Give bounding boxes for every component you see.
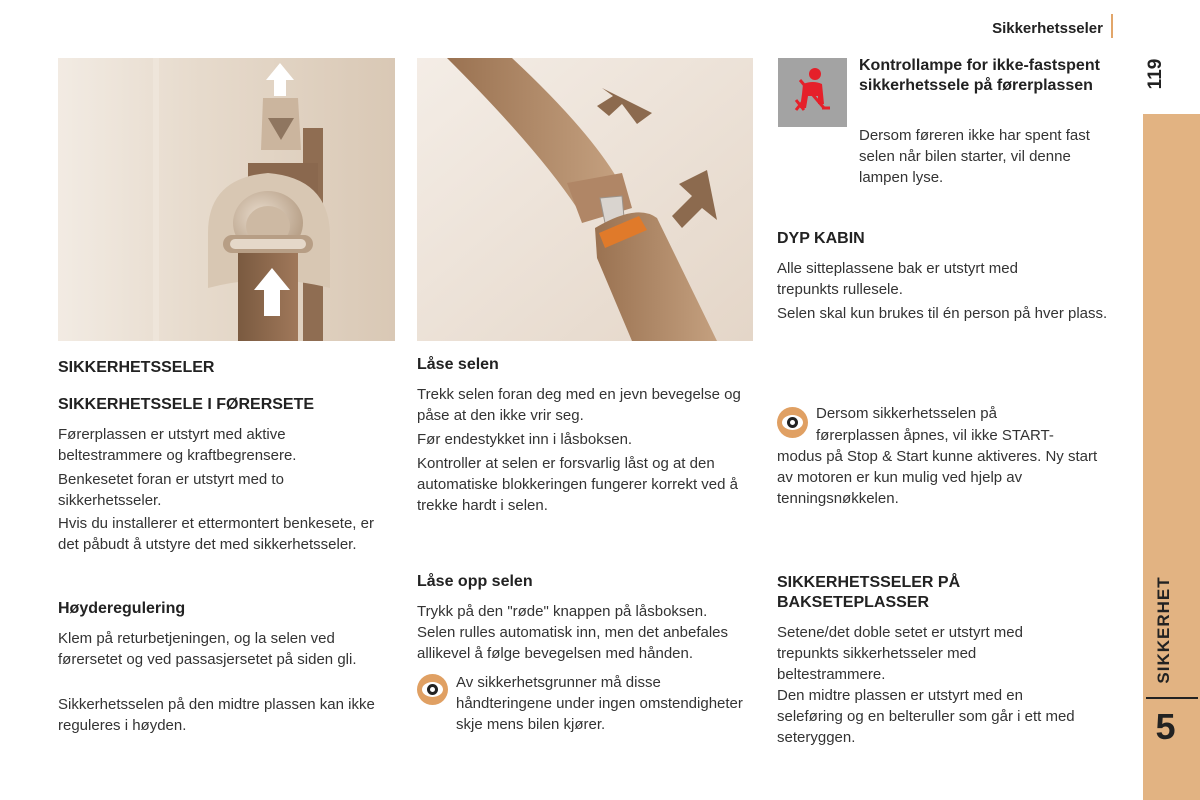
note-safety-while-driving: Av sikkerhetsgrunner må disse håndteringene under ingen omstendigheter skje mens bilen kjører. (456, 674, 743, 733)
seatbelt-warning-lamp-icon (778, 58, 847, 127)
lamp-heading: Kontrollampe for ikke-fastspent sikkerhetssele på førerplassen (859, 57, 1100, 94)
section-heading-height-adjust: Høyderegulering (58, 600, 186, 617)
section-heading-fasten: Låse selen (417, 356, 499, 373)
section-heading-unfasten: Låse opp selen (417, 573, 533, 590)
paragraph-deep-cab-seats: Alle sitteplassene bak er utstyrt med trepunkts rullesele. (777, 260, 1018, 298)
paragraph-bench-seat: Benkesetet foran er utstyrt med to sikkerhetsseler. (58, 471, 284, 509)
belt-fasten-illustration (417, 58, 753, 341)
section-heading-rear-seatbelts: SIKKERHETSSELER PÅ BAKSETEPLASSER (777, 574, 961, 611)
note-stop-start-line1: Dersom sikkerhetsselen på (816, 405, 997, 422)
running-header: Sikkerhetsseler (992, 20, 1103, 37)
height-adjust-buckle-illustration (58, 58, 395, 341)
note-stop-start-line2: førerplassen åpnes, vil ikke START- (816, 427, 1054, 444)
paragraph-fasten-check: Kontroller at selen er forsvarlig låst og at den automatiske blokkeringen fungerer korrekt ved å trekke hardt i selen. (417, 455, 739, 514)
paragraph-unfasten-red: Trykk på den "røde" knappen på låsboksen. (417, 603, 708, 620)
eye-icon (417, 674, 448, 705)
chapter-tab-divider (1146, 697, 1198, 699)
paragraph-deep-cab-one-person: Selen skal kun brukes til én person på hver plass. (777, 305, 1108, 322)
paragraph-middle-seat: Sikkerhetsselen på den midtre plassen kan ikke reguleres i høyden. (58, 696, 375, 734)
paragraph-height-adjust: Klem på returbetjeningen, og la selen ved førersetet og ved passasjersetet på siden gli. (58, 630, 357, 668)
section-heading-deep-cab: DYP KABIN (777, 230, 865, 247)
paragraph-aftermarket-bench: Hvis du installerer et ettermontert benkesete, er det påbudt å utstyre det med sikkerhetsseler. (58, 515, 374, 553)
paragraph-fasten-insert: Før endestykket inn i låsboksen. (417, 431, 633, 448)
header-divider (1111, 14, 1113, 38)
chapter-tab-label: SIKKERHET (1154, 576, 1173, 684)
section-heading-seatbelts: SIKKERHETSSELER (58, 359, 215, 376)
paragraph-fasten-pull: Trekk selen foran deg med en jevn bevegelse og påse at den ikke vrir seg. (417, 386, 741, 424)
section-heading-driver-seatbelt: SIKKERHETSSELE I FØRERSETE (58, 396, 315, 413)
paragraph-rear-middle-seat: Den midtre plassen er utstyrt med en seleføring og en belteruller som går i ett med seteryggen. (777, 687, 1075, 746)
paragraph-unfasten-retract: Selen rulles automatisk inn, men det anbefales allikevel å følge bevegelsen med hånden. (417, 624, 729, 662)
chapter-number: 5 (1155, 706, 1176, 747)
lamp-description: Dersom føreren ikke har spent fast selen når bilen starter, vil denne lampen lyse. (859, 127, 1090, 186)
page-number: 119 (1145, 58, 1166, 90)
paragraph-driver-pretensioners: Førerplassen er utstyrt med aktive beltestrammere og kraftbegrensere. (58, 426, 297, 464)
paragraph-rear-seats-pretensioners: Setene/det doble setet er utstyrt med trepunkts sikkerhetsseler med beltestrammere. (777, 624, 1023, 683)
eye-icon (777, 407, 808, 438)
note-stop-start-rest: modus på Stop & Start kunne aktiveres. Ny start av motoren er kun mulig ved hjelp av tenningsnøkkelen. (777, 448, 1098, 507)
